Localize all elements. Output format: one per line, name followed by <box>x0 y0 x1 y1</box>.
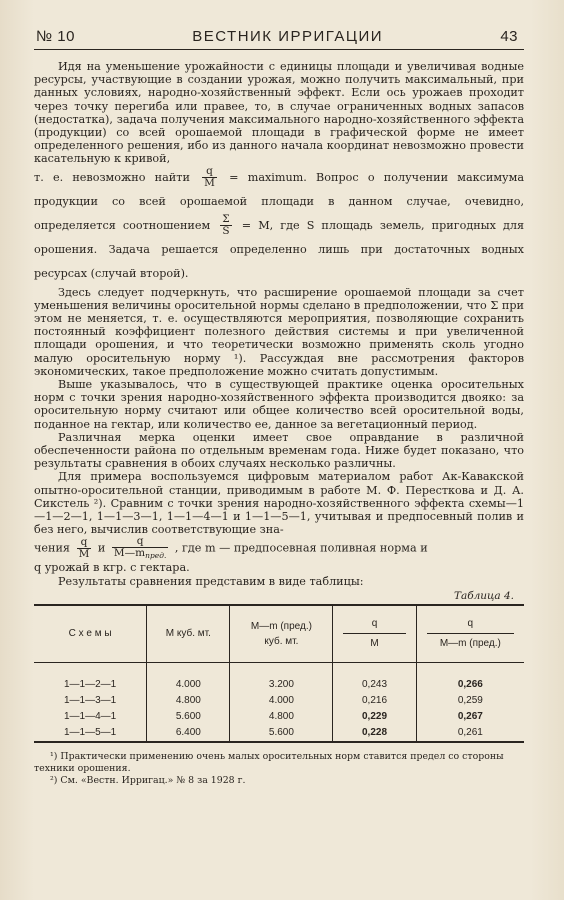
table-caption: Таблица 4. <box>453 589 514 602</box>
page-number: 43 <box>500 28 518 45</box>
results-table <box>34 604 524 743</box>
header-q-over-m-minus-m: q M—m (пред.) <box>416 605 524 663</box>
footnote: ²) См. «Вестн. Ирригац.» № 8 за 1928 г. <box>50 774 246 786</box>
fraction-q-over-m: $\frac{q}{M}$ <box>78 536 90 561</box>
paragraph: Результаты сравнения представим в виде таблицы: <box>58 574 364 588</box>
journal-title: ВЕСТНИК ИРРИГАЦИИ <box>192 28 384 45</box>
header-q-over-m: q M <box>333 605 416 663</box>
table-row: 1—1—5—1 6.400 5.600 0,228 0,261 <box>34 725 524 742</box>
paragraph: Выше указывалось, что в существующей практике оценка оросительных норм с точки зрения народно-хозяйственного эффекта производится двояко: за оросительную норму считают или общее количество всей оросительной воды, поданное на гектар, или количество ее, данное за вегетационный период. <box>34 378 524 431</box>
footnotes <box>34 751 524 787</box>
header-m: M куб. мт. <box>147 605 230 663</box>
issue-number: № 10 <box>36 28 75 45</box>
table-row: 1—1—4—1 5.600 4.800 0,229 0,267 <box>34 709 524 725</box>
paragraph: q урожай в кгр. с гектара. <box>34 561 190 575</box>
footnote: ¹) Практически применению очень малых оросительных норм ставится предел со стороны техники орошения. <box>34 750 504 774</box>
table-row: 1—1—3—1 4.800 4.000 0,216 0,259 <box>34 693 524 709</box>
header-m-minus-m: M—m (пред.) куб. мт. <box>230 605 333 663</box>
formula-line: т. е. невозможно найти $\frac{q}{M}$ = maximum. Вопрос о получении максимума продукции со всей орошаемой площади в данном случае, очевидно, определяется соотношением $\frac{\Sigma}{S}$ = M, где S площадь земель, пригодных для орошения. Задача решается определенно лишь при достаточных водных ресурсах (случай второй). <box>34 165 525 280</box>
paragraph: Различная мерка оценки имеет свое оправдание в различной обеспеченности района по отдельным временам года. Ниже будет показано, что результаты сравнения в обоих случаях несколько различны. <box>34 430 524 471</box>
table-row: 1—1—2—1 4.000 3.200 0,243 0,266 <box>34 677 524 693</box>
article-body <box>34 60 524 588</box>
header-schemes: С х е м ы <box>34 605 147 663</box>
table-header-row <box>34 605 524 663</box>
formula-line: чения $\frac{q}{M}$ и $\frac{q}{M—m_{пред.}}$ , где m — предпосевная поливная норма и <box>34 535 428 561</box>
page-header <box>34 28 524 50</box>
paragraph: Для примера воспользуемся цифровым материалом работ Ак-Кавакской опытно-оросительной станции, приводимым в работе М. Ф. Пересткова и Д. А. Сикстель ²). Сравним с точки зрения народно-хозяйственного эффекта схемы—1—1—2—1, 1—1—3—1, 1—1—4—1 и 1—1—5—1, учитывая и предпосевный полив и без него, вычислив соответствующие зна- <box>34 470 524 537</box>
fraction-sigma-over-s: $\frac{\Sigma}{S}$ <box>222 213 230 238</box>
fraction-q-over-m-minus-m: $\frac{q}{M—m_{пред.}}$ <box>113 535 167 561</box>
fraction-q-over-m: $\frac{q}{M}$ <box>204 165 215 190</box>
paragraph: Идя на уменьшение урожайности с единицы площади и увеличивая водные ресурсы, участвующие в создании урожая, можно получить максимальный, при данных условиях, народно-хозяйственный эффект. Если ось урожаев проходит через точку перегиба или правее, то, в случае ограниченных водных запасов (недостатка), задача получения максимального народно-хозяйственного эффекта (продукции) со всей орошаемой площади в графической форме не имеет определенного решения, ибо из данного начала координат невозможно провести касательную к кривой, <box>34 60 524 166</box>
paragraph: Здесь следует подчеркнуть, что расширение орошаемой площади за счет уменьшения величины оросительной нормы сделано в предположении, что Σ при этом не меняется, т. е. осуществляются мероприятия, позволяющие сохранить постоянный коэффициент полезного действия системы и при увеличенной площади орошения, и что теоретически возможно применять сколь угодно малую оросительную норму ¹). Рассуждая вне рассмотрения факторов экономических, такое предположение можно считать допустимым. <box>34 285 524 378</box>
